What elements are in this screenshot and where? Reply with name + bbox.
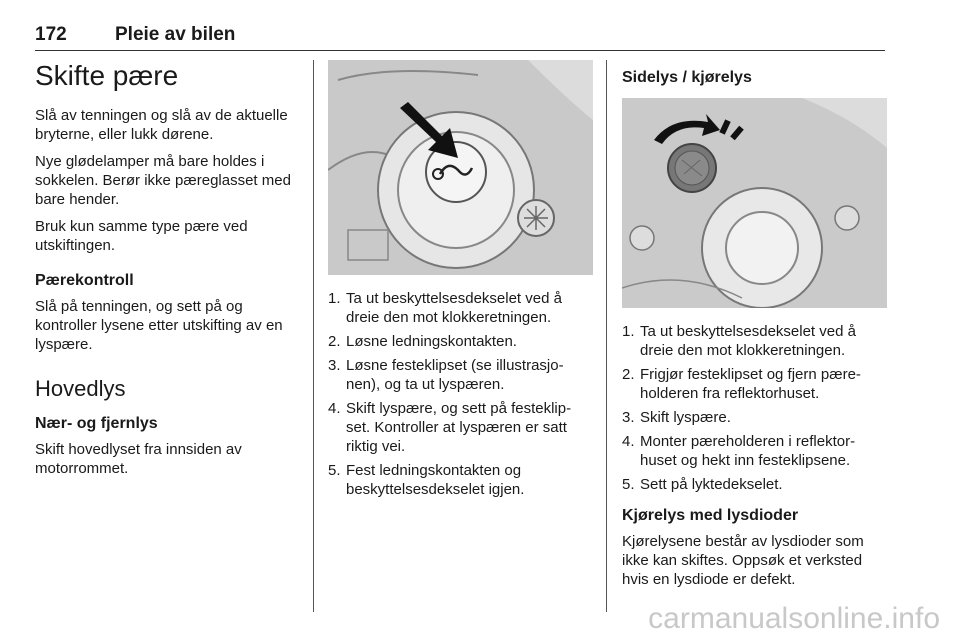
list-item: 5. Fest ledningskontakten og beskyttelsesdekselet igjen. [328,462,525,498]
bulb-check-heading: Pærekontroll [35,272,134,289]
side-light-heading: Sidelys / kjørelys [622,69,752,86]
column-left [35,60,303,486]
column-middle [328,60,593,504]
low-high-beam-heading: Nær- og fjernlys [35,415,158,432]
drl-text: Kjørelysene består av lysdioder som ikke kan skiftes. Oppsøk et verksted hvis en lysdiode er defekt. [622,533,864,588]
intro-paragraph: Bruk kun samme type pære ved utskiftingen. [35,218,248,254]
list-item: 2. Frigjør festeklipset og fjern pære- holderen fra reflektorhuset. [622,366,861,402]
page-title: Skifte pære [35,60,179,91]
list-item: 2. Løsne ledningskontakten. [328,333,517,350]
low-high-beam-text: Skift hovedlyset fra innsiden av motorrommet. [35,441,242,477]
list-item: 1. Ta ut beskyttelsesdekselet ved å dreie den mot klokkeretningen. [622,323,856,359]
list-item: 3. Skift lyspære. [622,409,731,426]
side-light-illustration [622,98,887,308]
list-item: 4. Skift lyspære, og sett på festeklip- set. Kontroller at lyspæren er satt riktig vei. [328,400,572,455]
header-divider [35,50,885,51]
headlight-heading: Hovedlys [35,376,126,401]
list-item: 1. Ta ut beskyttelsesdekselet ved å dreie den mot klokkeretningen. [328,290,562,326]
list-item: 3. Løsne festeklipset (se illustrasjo- nen), og ta ut lyspæren. [328,357,564,393]
column-divider-2 [606,60,607,612]
list-item: 4. Monter pæreholderen i reflektor- huset og hekt inn festeklipsene. [622,433,856,469]
section-title: Pleie av bilen [115,24,236,45]
bulb-check-text: Slå på tenningen, og sett på og kontroller lysene etter utskifting av en lyspære. [35,298,283,353]
watermark: carmanualsonline.info [648,602,940,635]
drl-heading: Kjørelys med lysdioder [622,507,799,524]
headlight-bulb-illustration [328,60,593,275]
intro-paragraph: Slå av tenningen og slå av de aktuelle bryterne, eller lukk dørene. [35,107,288,143]
intro-paragraph: Nye glødelamper må bare holdes i sokkelen. Berør ikke pæreglasset med bare hender. [35,153,291,208]
column-divider-1 [313,60,314,612]
page-number: 172 [35,24,67,45]
list-item: 5. Sett på lyktedekselet. [622,476,783,493]
headlight-steps-list [328,289,593,499]
column-right [622,60,887,597]
page-header [35,24,885,50]
side-light-steps-list [622,322,887,494]
